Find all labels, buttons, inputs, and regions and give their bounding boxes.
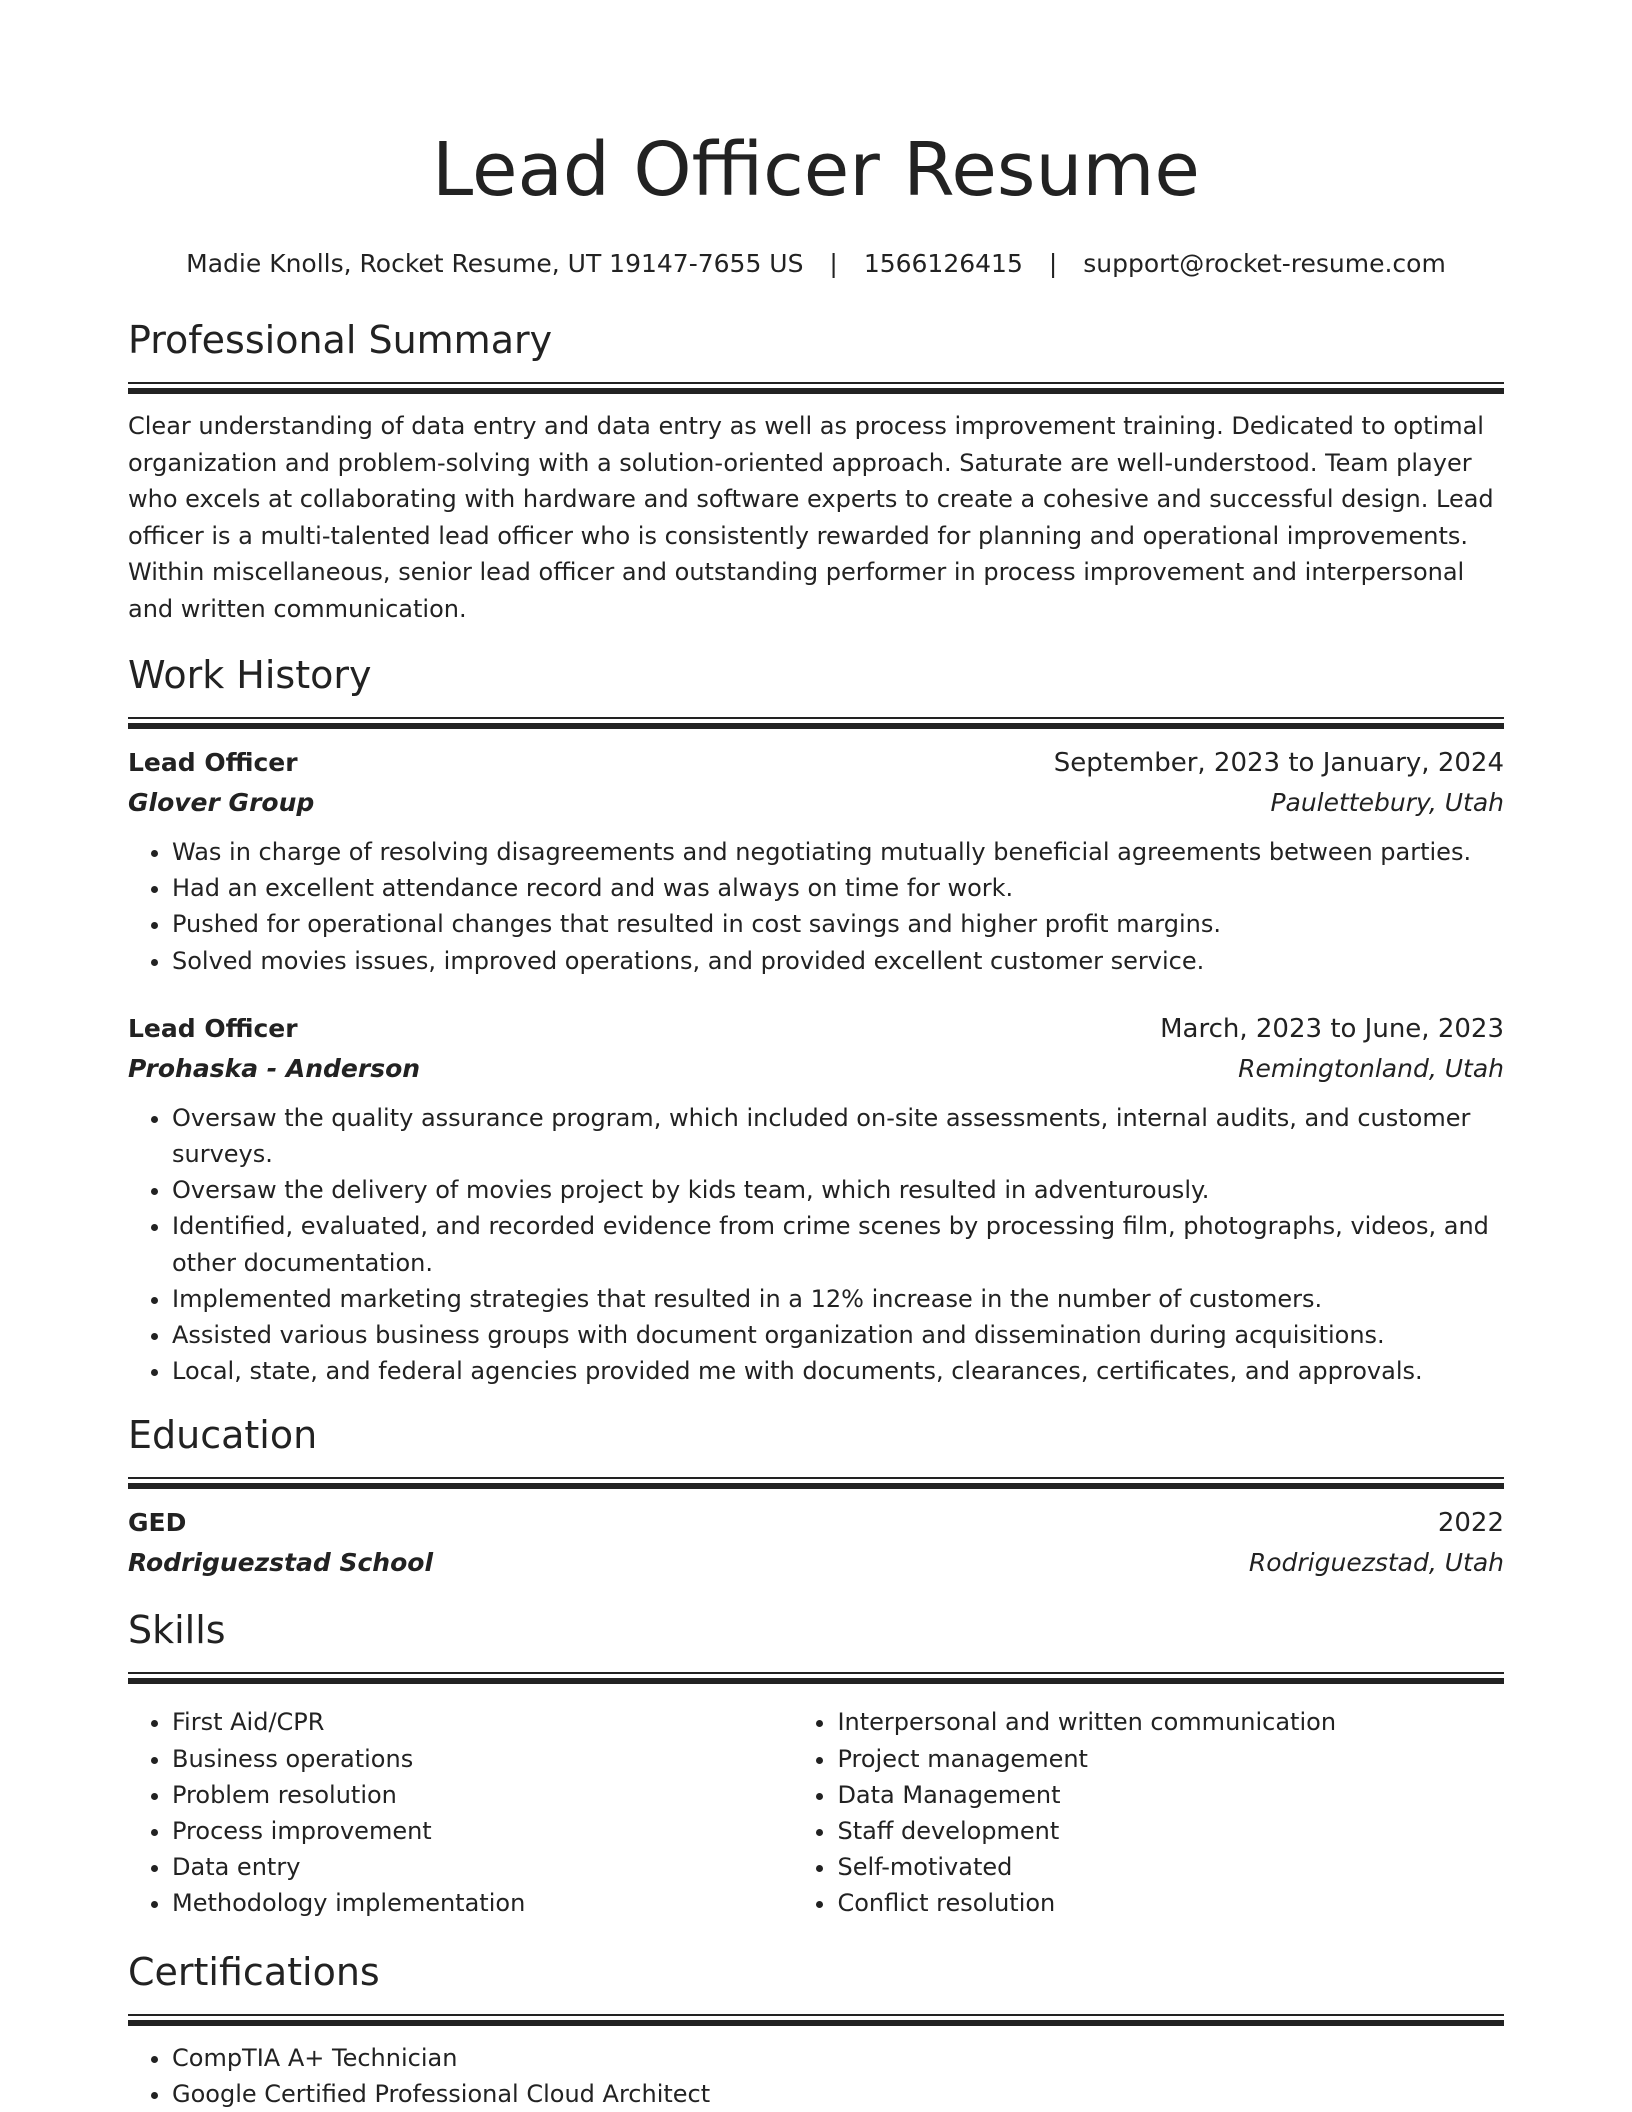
job-dates: September, 2023 to January, 2024	[1053, 748, 1504, 778]
resume-title: Lead Officer Resume	[432, 127, 1200, 213]
section-divider	[128, 382, 1504, 394]
list-item: • Oversaw the delivery of movies project by kids team, which resulted in adventurously.	[172, 1172, 1504, 1208]
list-item: • Implemented marketing strategies that resulted in a 12% increase in the number of customers.	[172, 1281, 1504, 1317]
job-title: Lead Officer	[128, 748, 298, 777]
job-company: Prohaska - Anderson	[128, 1053, 421, 1083]
list-item: • Assisted various business groups with document organization and dissemination during acquisitions.	[172, 1317, 1504, 1353]
skill-item: • Process improvement	[172, 1813, 793, 1849]
job-title: Lead Officer	[128, 1013, 298, 1043]
job-subheader	[128, 783, 1504, 822]
list-item: • Had an excellent attendance record and was always on time for work.	[172, 870, 1504, 906]
list-item: • Was in charge of resolving disagreements and negotiating mutually beneficial agreements between parties.	[172, 834, 1504, 870]
job-entry	[128, 743, 1504, 979]
skill-item: • Problem resolution	[172, 1777, 793, 1813]
skill-item: • First Aid/CPR	[172, 1704, 793, 1740]
job-header	[128, 1009, 1504, 1049]
education-section	[128, 1409, 1504, 1582]
certifications-list	[128, 2040, 1504, 2112]
skills-columns	[128, 1698, 1504, 1921]
job-subheader	[128, 1049, 1504, 1088]
section-divider	[128, 1477, 1504, 1489]
section-heading: Education	[128, 1413, 318, 1458]
certifications-section	[128, 1946, 1504, 2112]
contact-address: Madie Knolls, Rocket Resume, UT 19147-7655 US	[186, 249, 804, 278]
skill-item: • Project management	[837, 1741, 1504, 1777]
school-name: Rodriguezstad School	[128, 1548, 434, 1578]
list-item: • Solved movies issues, improved operations, and provided excellent customer service.	[172, 943, 1504, 979]
list-item: • Pushed for operational changes that resulted in cost savings and higher profit margins.	[172, 906, 1504, 942]
skill-item: • Business operations	[172, 1741, 793, 1777]
skill-item: • Staff development	[837, 1813, 1504, 1849]
job-company: Glover Group	[128, 788, 315, 817]
list-item: • Local, state, and federal agencies provided me with documents, clearances, certificates, and approvals.	[172, 1353, 1504, 1389]
list-item: • Oversaw the quality assurance program, which included on-site assessments, internal audits, and customer surveys.	[172, 1100, 1504, 1172]
education-subheader	[128, 1543, 1504, 1582]
skill-item: • Data entry	[172, 1849, 793, 1885]
contact-separator: |	[829, 249, 838, 278]
summary-text: Clear understanding of data entry and data entry as well as process improvement training. Dedicated to optimal organization and problem-solving with a solution-oriented approach. Saturate are well-understood. Team player who excels at collaborating with hardware and software experts to create a cohesive and successful design. Lead officer is a multi-talented lead officer who is consistently rewarded for planning and operational improvements. Within miscellaneous, senior lead officer and outstanding performer in process improvement and interpersonal and written communication.	[128, 412, 1494, 623]
skill-item: • Conflict resolution	[837, 1885, 1504, 1921]
section-heading: Certifications	[128, 1949, 380, 1994]
skills-list-left	[128, 1704, 793, 1921]
certification-item: • CompTIA A+ Technician	[172, 2040, 1504, 2076]
job-bullets	[128, 834, 1504, 979]
job-header	[128, 743, 1504, 783]
list-item: • Identified, evaluated, and recorded evidence from crime scenes by processing film, photographs, videos, and other documentation.	[172, 1208, 1504, 1280]
section-heading: Professional Summary	[128, 318, 553, 362]
summary-section	[128, 314, 1504, 627]
contact-separator: |	[1048, 249, 1058, 278]
school-location: Rodriguezstad, Utah	[1248, 1548, 1504, 1578]
skill-item: • Self-motivated	[837, 1849, 1504, 1885]
section-divider	[128, 717, 1504, 729]
contact-line	[128, 244, 1504, 284]
job-entry	[128, 1009, 1504, 1390]
job-dates: March, 2023 to June, 2023	[1160, 1013, 1504, 1044]
skill-item: • Methodology implementation	[172, 1885, 793, 1921]
skills-list-right	[793, 1704, 1504, 1921]
degree: GED	[128, 1508, 187, 1538]
contact-phone: 1566126415	[863, 249, 1023, 278]
skills-section	[128, 1604, 1504, 1921]
contact-email: support@rocket-resume.com	[1083, 249, 1446, 278]
skill-item: • Interpersonal and written communication	[837, 1704, 1504, 1740]
skill-item: • Data Management	[837, 1777, 1504, 1813]
certification-item: • Google Certified Professional Cloud Architect	[172, 2076, 1504, 2112]
work-history-section	[128, 649, 1504, 1389]
education-year: 2022	[1437, 1508, 1504, 1539]
section-divider	[128, 2014, 1504, 2026]
job-bullets	[128, 1100, 1504, 1390]
job-location: Remingtonland, Utah	[1238, 1053, 1504, 1083]
section-heading: Work History	[128, 653, 372, 697]
section-heading: Skills	[128, 1608, 226, 1653]
job-location: Paulettebury, Utah	[1270, 788, 1504, 817]
section-divider	[128, 1672, 1504, 1684]
education-header	[128, 1503, 1504, 1543]
